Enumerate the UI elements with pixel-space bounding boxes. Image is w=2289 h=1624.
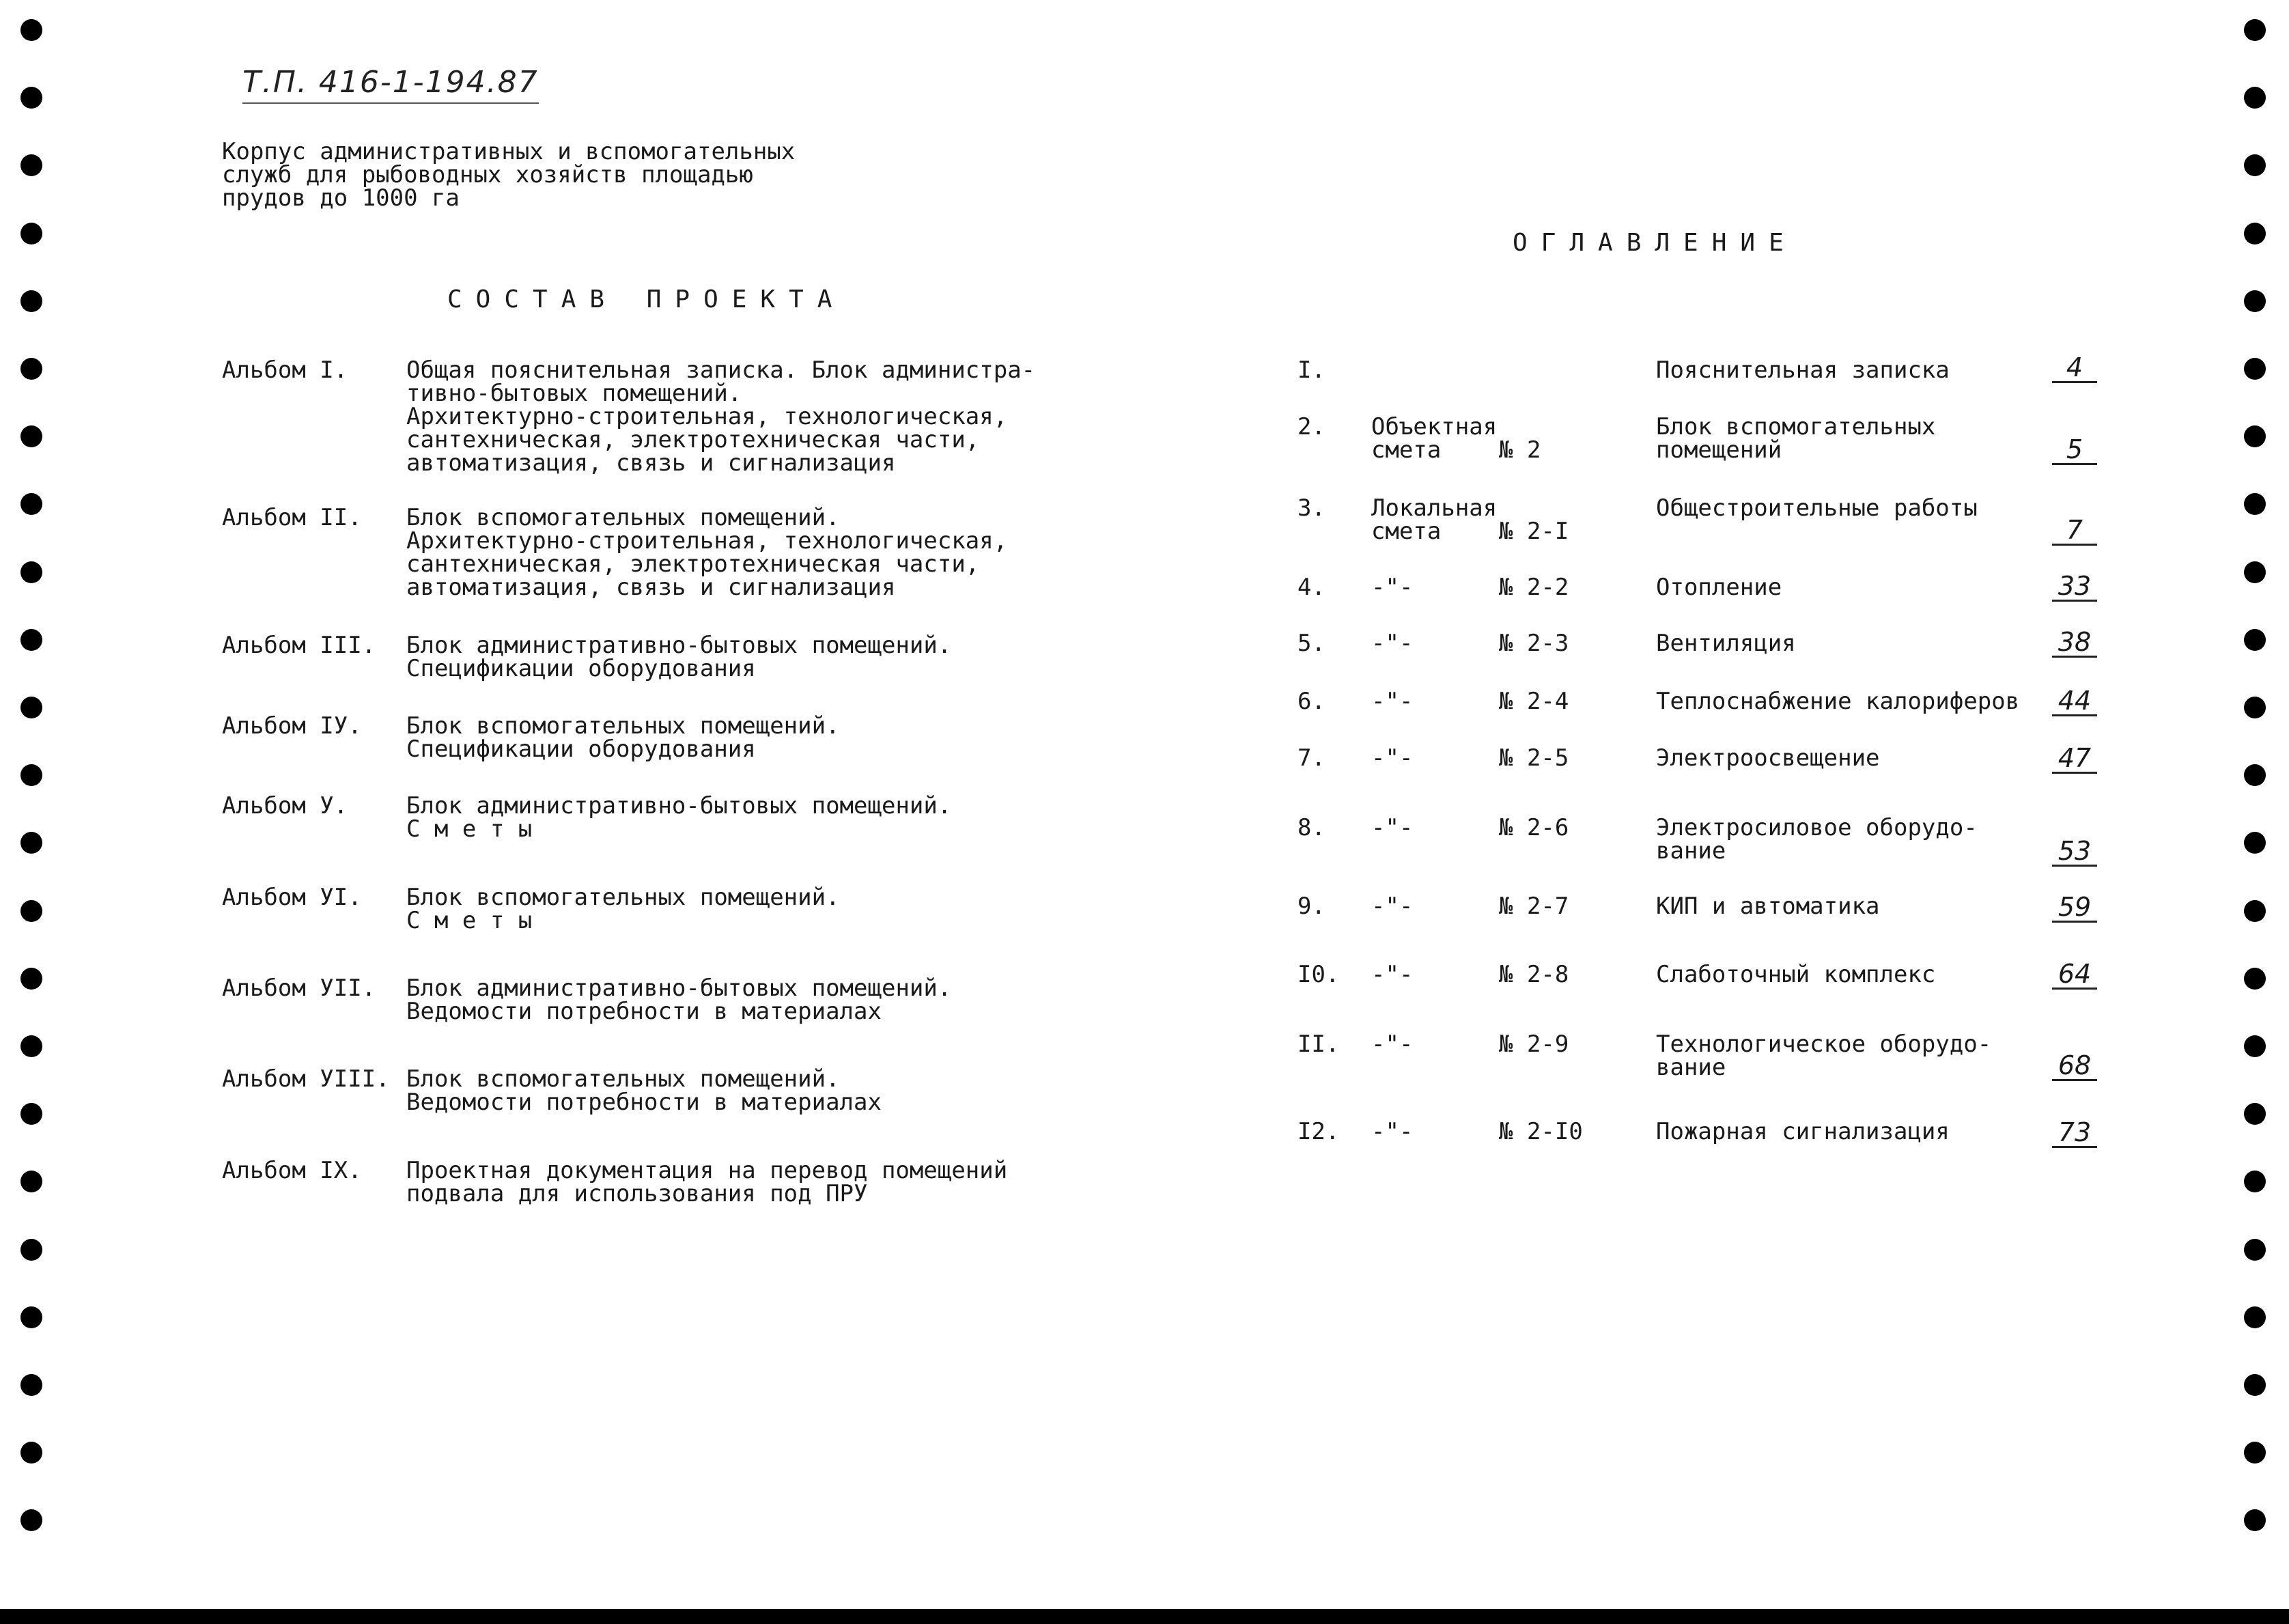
punch-hole (2244, 87, 2266, 109)
right-punch-holes (2236, 0, 2277, 1624)
contents-entry-title: Вентиляция (1656, 630, 1796, 657)
contents-entry-number: 6. (1297, 688, 1325, 715)
contents-entry-ref: № 2-6 (1499, 814, 1569, 841)
contents-entry-page: 5 (2052, 436, 2097, 465)
punch-hole (2244, 223, 2266, 244)
punch-hole (20, 832, 42, 854)
contents-entry-type: -"- (1371, 744, 1414, 772)
contents-entry-type: -"- (1371, 574, 1414, 601)
contents-entry-title: Электросиловое оборудо- вание (1656, 814, 1978, 865)
contents-entry-ref: № 2-9 (1499, 1031, 1569, 1058)
punch-hole (2244, 290, 2266, 312)
contents-entry-ref: № 2-I0 (1499, 1118, 1583, 1145)
contents-entry-type: -"- (1371, 688, 1414, 715)
album-description: Блок вспомогательных помещений. Архитектурно-строительная, технологическая, сантехническая, электротехническая части, автоматизация, связь и сигнализация (406, 504, 1008, 601)
punch-hole (2244, 1509, 2266, 1531)
contents-entry-page: 73 (2052, 1119, 2097, 1148)
punch-hole (2244, 1035, 2266, 1057)
punch-hole (2244, 19, 2266, 41)
album-label: Альбом I. (222, 356, 348, 384)
document-code: Т.П. 416-1-194.87 (242, 65, 539, 104)
contents-entry-page: 38 (2052, 628, 2097, 658)
punch-hole (2244, 697, 2266, 718)
contents-entry-type: -"- (1371, 630, 1414, 657)
punch-hole (20, 1103, 42, 1125)
album-description: Блок административно-бытовых помещений. С м е т ы (406, 792, 952, 843)
contents-entry-title: Отопление (1656, 574, 1782, 601)
contents-entry-ref: № 2-3 (1499, 630, 1569, 657)
punch-hole (20, 87, 42, 109)
contents-entry-page: 59 (2052, 893, 2097, 923)
contents-entry-title: Электроосвещение (1656, 744, 1880, 772)
contents-entry-ref: № 2-4 (1499, 688, 1569, 715)
punch-hole (2244, 154, 2266, 176)
contents-entry-title: Слаботочный комплекс (1656, 961, 1936, 988)
contents-entry-type: Локальная смета (1371, 494, 1498, 545)
punch-hole (2244, 1306, 2266, 1328)
left-punch-holes (12, 0, 53, 1624)
punch-hole (2244, 1239, 2266, 1261)
album-description: Блок вспомогательных помещений. Спецификации оборудования (406, 712, 840, 763)
album-description: Блок административно-бытовых помещений. Спецификации оборудования (406, 632, 952, 682)
punch-hole (20, 1239, 42, 1261)
document-subtitle: Корпус административных и вспомогательных служб для рыбоводных хозяйств площадью прудов до 1000 га (222, 138, 796, 212)
album-description: Блок административно-бытовых помещений. Ведомости потребности в материалах (406, 975, 952, 1025)
contents-entry-number: 2. (1297, 413, 1325, 440)
contents-entry-number: 7. (1297, 744, 1325, 772)
punch-hole (2244, 968, 2266, 990)
punch-hole (20, 968, 42, 990)
punch-hole (20, 19, 42, 41)
punch-hole (2244, 1103, 2266, 1125)
punch-hole (20, 561, 42, 583)
punch-hole (20, 1306, 42, 1328)
punch-hole (20, 1442, 42, 1464)
contents-entry-page: 4 (2052, 354, 2097, 383)
punch-hole (2244, 629, 2266, 651)
contents-entry-title: Пояснительная записка (1656, 356, 1950, 384)
contents-entry-ref: № 2-7 (1499, 893, 1569, 920)
punch-hole (2244, 358, 2266, 380)
album-label: Альбом IX. (222, 1157, 362, 1184)
contents-entry-ref: № 2-5 (1499, 744, 1569, 772)
contents-entry-type: -"- (1371, 893, 1414, 920)
contents-entry-title: Теплоснабжение калориферов (1656, 688, 2020, 715)
contents-entry-type: -"- (1371, 814, 1414, 841)
contents-entry-page: 33 (2052, 572, 2097, 602)
contents-entry-page: 47 (2052, 744, 2097, 774)
album-label: Альбом II. (222, 504, 362, 531)
punch-hole (2244, 1374, 2266, 1396)
punch-hole (2244, 764, 2266, 786)
contents-entry-number: 9. (1297, 893, 1325, 920)
contents-entry-number: 3. (1297, 494, 1325, 522)
punch-hole (2244, 832, 2266, 854)
contents-entry-type: Объектная смета (1371, 413, 1498, 464)
punch-hole (2244, 1171, 2266, 1192)
contents-entry-ref: № 2-I (1499, 518, 1569, 545)
punch-hole (2244, 900, 2266, 922)
punch-hole (20, 290, 42, 312)
contents-entry-number: 4. (1297, 574, 1325, 601)
album-description: Проектная документация на перевод помещений подвала для использования под ПРУ (406, 1157, 1008, 1207)
contents-entry-page: 53 (2052, 837, 2097, 867)
contents-entry-number: I0. (1297, 961, 1340, 988)
punch-hole (20, 493, 42, 515)
album-label: Альбом III. (222, 632, 376, 659)
contents-entry-number: I. (1297, 356, 1325, 384)
album-description: Общая пояснительная записка. Блок администра- тивно-бытовых помещений. Архитектурно-строительная, технологическая, сантехническая, электротехническая части, автоматизация, связь и сигнализация (406, 356, 1036, 477)
album-description: Блок вспомогательных помещений. Ведомости потребности в материалах (406, 1065, 882, 1116)
contents-entry-page: 68 (2052, 1052, 2097, 1081)
album-label: Альбом УI. (222, 884, 362, 911)
punch-hole (20, 1509, 42, 1531)
album-label: Альбом УIII. (222, 1065, 390, 1093)
punch-hole (2244, 493, 2266, 515)
album-description: Блок вспомогательных помещений. С м е т ы (406, 884, 840, 934)
punch-hole (20, 425, 42, 447)
punch-hole (20, 1171, 42, 1192)
contents-entry-number: II. (1297, 1031, 1340, 1058)
bottom-edge-bar (0, 1609, 2289, 1624)
punch-hole (20, 223, 42, 244)
contents-entry-ref: № 2 (1499, 436, 1541, 464)
contents-entry-number: 8. (1297, 814, 1325, 841)
album-label: Альбом У. (222, 792, 348, 820)
contents-entry-page: 44 (2052, 687, 2097, 716)
contents-entry-page: 7 (2052, 516, 2097, 546)
contents-entry-title: КИП и автоматика (1656, 893, 1880, 920)
punch-hole (20, 900, 42, 922)
composition-heading: СОСТАВ ПРОЕКТА (447, 285, 846, 313)
punch-hole (2244, 425, 2266, 447)
punch-hole (2244, 1442, 2266, 1464)
punch-hole (20, 1374, 42, 1396)
punch-hole (20, 1035, 42, 1057)
punch-hole (20, 629, 42, 651)
contents-entry-number: I2. (1297, 1118, 1340, 1145)
punch-hole (20, 697, 42, 718)
contents-entry-title: Блок вспомогательных помещений (1656, 413, 1936, 464)
punch-hole (20, 154, 42, 176)
punch-hole (20, 764, 42, 786)
contents-entry-type: -"- (1371, 961, 1414, 988)
album-label: Альбом УII. (222, 975, 376, 1002)
contents-entry-title: Технологическое оборудо- вание (1656, 1031, 1992, 1081)
contents-entry-ref: № 2-8 (1499, 961, 1569, 988)
punch-hole (20, 358, 42, 380)
punch-hole (2244, 561, 2266, 583)
contents-entry-title: Общестроительные работы (1656, 494, 1978, 522)
contents-entry-ref: № 2-2 (1499, 574, 1569, 601)
album-label: Альбом IУ. (222, 712, 362, 740)
contents-entry-page: 64 (2052, 960, 2097, 990)
contents-heading: ОГЛАВЛЕНИЕ (1513, 229, 1797, 257)
contents-entry-title: Пожарная сигнализация (1656, 1118, 1950, 1145)
contents-entry-type: -"- (1371, 1031, 1414, 1058)
contents-entry-number: 5. (1297, 630, 1325, 657)
contents-entry-type: -"- (1371, 1118, 1414, 1145)
